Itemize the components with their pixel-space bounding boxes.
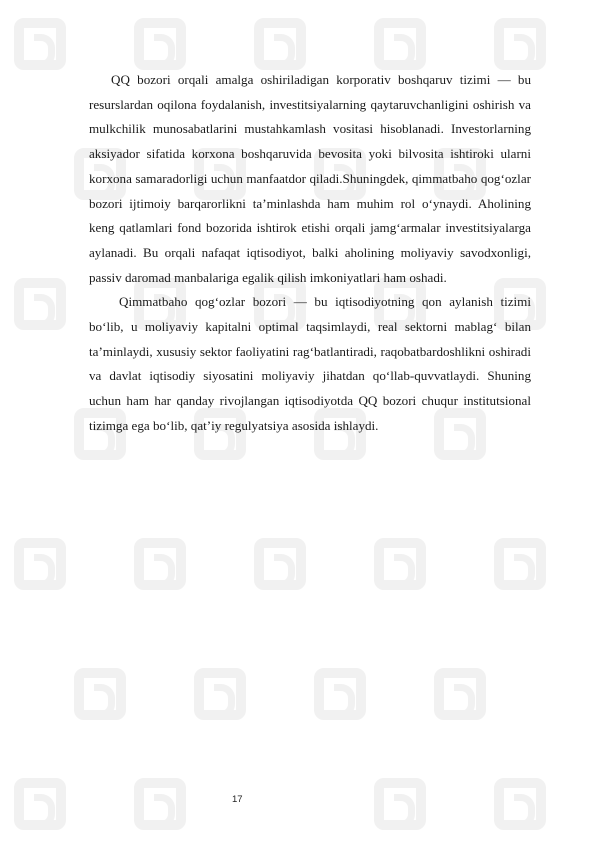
d-logo-watermark-icon [134,778,186,830]
d-logo-watermark-icon [374,538,426,590]
page-number: 17 [232,794,243,805]
d-logo-watermark-icon [74,668,126,720]
d-logo-watermark-icon [254,18,306,70]
d-logo-watermark-icon [134,18,186,70]
body-paragraph: Qimmatbaho qog‘ozlar bozori — bu iqtisodiyotning qon aylanish tizimi bo‘lib, u moliyaviy kapitalni optimal taqsimlaydi, real sektorni mablag‘ bilan ta’minlaydi, xususiy sektor faoliyatini rag‘batlantiradi, raqobatbardoshlikni oshiradi va davlat iqtisodiy siyosatini moliyaviy jihatdan qo‘llab-quvvatlaydi. Shuning uchun ham har qanday rivojlangan iqtisodiyotda QQ bozori chuqur institutsional tizimga ega bo‘lib, qat’iy regulyatsiya asosida ishlaydi. [89,294,531,433]
d-logo-watermark-icon [14,278,66,330]
d-logo-watermark-icon [254,538,306,590]
d-logo-watermark-icon [434,668,486,720]
d-logo-watermark-icon [14,538,66,590]
d-logo-watermark-icon [14,778,66,830]
d-logo-watermark-icon [374,18,426,70]
d-logo-watermark-icon [494,18,546,70]
d-logo-watermark-icon [374,778,426,830]
d-logo-watermark-icon [494,538,546,590]
body-paragraph: QQ bozori orqali amalga oshiriladigan korporativ boshqaruv tizimi — bu resurslardan oqilona foydalanish, investitsiyalarning qaytaruvchanligini oshirish va mulkchilik munosabatlarini mustahkamlash vositasi hisoblanadi. Investorlarning aksiyador sifatida korxona boshqaruvida bevosita yoki bilvosita ishtiroki ularni korxona samaradorligi uchun manfaatdor qiladi.Shuningdek, qimmatbaho qog‘ozlar bozori ijtimoiy barqarorlikni ta’minlashda ham muhim rol o‘ynaydi. Aholining keng qatlamlari fond bozorida ishtirok etishi orqali jamg‘armalar investitsiyalarga aylanadi. Bu orqali nafaqat iqtisodiyot, balki aholining moliyaviy savodxonligi, passiv daromad manbalariga egalik qilish imkoniyatlari ham oshadi. [89,72,531,285]
d-logo-watermark-icon [134,538,186,590]
d-logo-watermark-icon [314,668,366,720]
d-logo-watermark-icon [194,668,246,720]
document-body [89,68,531,439]
d-logo-watermark-icon [14,18,66,70]
d-logo-watermark-icon [494,778,546,830]
